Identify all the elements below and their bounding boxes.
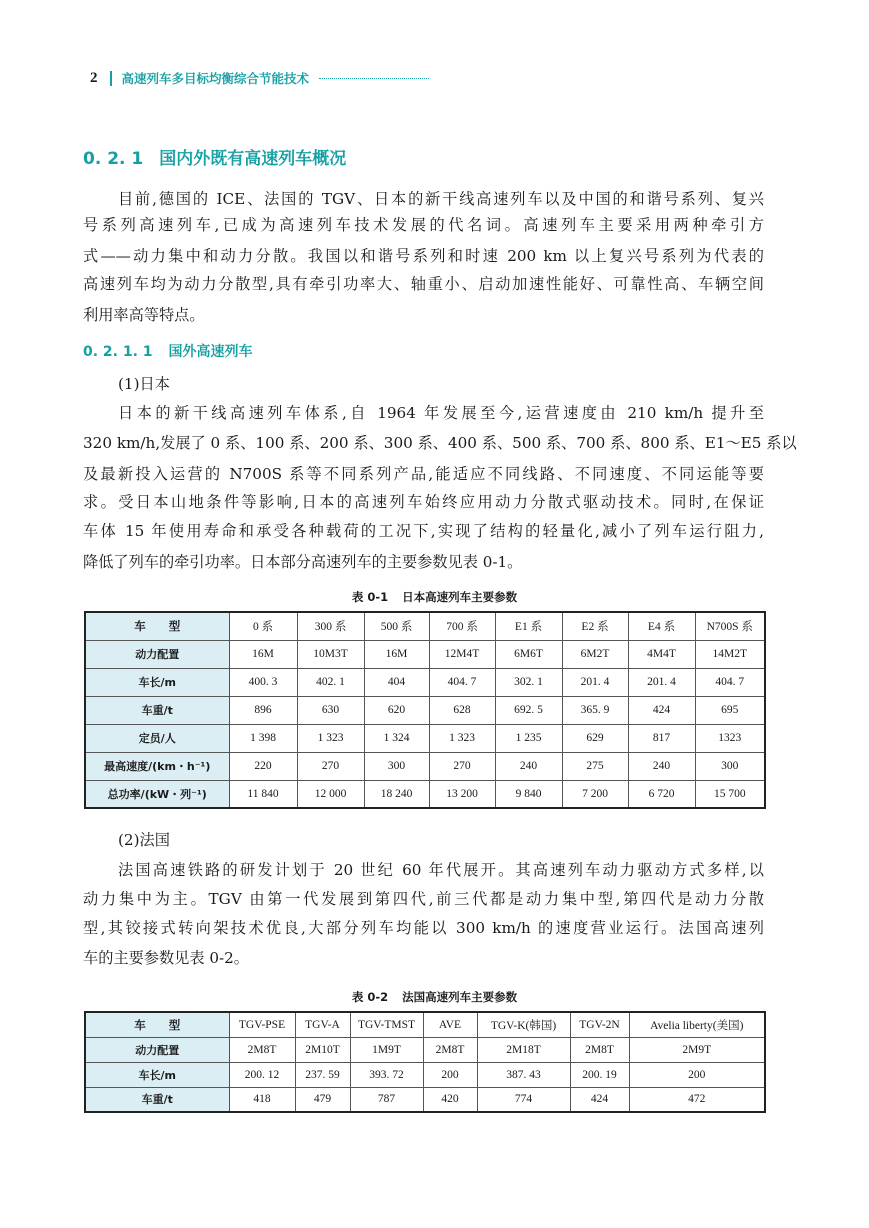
table-cell: 2M8T: [423, 1037, 477, 1062]
table-header-row: [85, 1012, 765, 1037]
table-cell: 1323: [695, 724, 765, 752]
table-cell: 10M3T: [297, 640, 364, 668]
table-cell: 418: [229, 1087, 295, 1112]
section-title: 国内外既有高速列车概况: [159, 149, 347, 169]
section-number: 0. 2. 1: [83, 149, 144, 169]
table-row: [85, 696, 765, 724]
table-cell: 302. 1: [495, 668, 562, 696]
table-cell: 365. 9: [562, 696, 628, 724]
france-line: 动力集中为主。TGV 由第一代发展到第四代,前三代都是动力集中型,第四代是动力分散: [83, 890, 764, 908]
table-cell: 400. 3: [229, 668, 297, 696]
table-cell: 1 323: [297, 724, 364, 752]
table-cell: 220: [229, 752, 297, 780]
table-cell: 18 240: [364, 780, 429, 808]
table-row-label: 车重/t: [85, 1087, 229, 1112]
table-cell: 9 840: [495, 780, 562, 808]
table-cell: 1 324: [364, 724, 429, 752]
table-cell: 404. 7: [695, 668, 765, 696]
table-row-label: 动力配置: [85, 640, 229, 668]
subsection-number: 0. 2. 1. 1: [83, 344, 153, 360]
table-cell: 628: [429, 696, 495, 724]
table-cell: 13 200: [429, 780, 495, 808]
table2-caption-number: 表 0-2: [351, 990, 389, 1004]
table-row-label: 车长/m: [85, 1062, 229, 1087]
table-cell: 2M8T: [229, 1037, 295, 1062]
table-row: [85, 1037, 765, 1062]
table-header-cell: 0 系: [229, 612, 297, 640]
japan-line: 320 km/h,发展了 0 系、100 系、200 系、300 系、400 系、500 系、700 系、800 系、E1～E5 系以: [83, 434, 797, 452]
table-cell: 240: [628, 752, 695, 780]
table-cell: 12 000: [297, 780, 364, 808]
table-cell: 6 720: [628, 780, 695, 808]
table-header-cell: TGV-A: [295, 1012, 350, 1037]
table-row: [85, 752, 765, 780]
table-cell: 7 200: [562, 780, 628, 808]
table-row: [85, 1062, 765, 1087]
table-cell: 16M: [229, 640, 297, 668]
table-cell: 387. 43: [477, 1062, 570, 1087]
france-train-table: [84, 1011, 766, 1113]
intro-line: 号系列高速列车,已成为高速列车技术发展的代名词。高速列车主要采用两种牵引方: [83, 216, 764, 234]
intro-line: 式——动力集中和动力分散。我国以和谐号系列和时速 200 km 以上复兴号系列为代表的: [83, 247, 764, 265]
table-cell: 2M8T: [570, 1037, 629, 1062]
france-line: 法国高速铁路的研发计划于 20 世纪 60 年代展开。其高速列车动力驱动方式多样,以: [118, 861, 764, 879]
table-cell: 201. 4: [628, 668, 695, 696]
japan-line: 求。受日本山地条件等影响,日本的高速列车始终应用动力分散式驱动技术。同时,在保证: [83, 493, 764, 511]
table-row: [85, 780, 765, 808]
intro-line: 目前,德国的 ICE、法国的 TGV、日本的新干线高速列车以及中国的和谐号系列、复兴: [118, 190, 764, 208]
table-cell: 2M9T: [629, 1037, 765, 1062]
table-header-cell: TGV-TMST: [350, 1012, 423, 1037]
table-cell: 6M2T: [562, 640, 628, 668]
table-row-label: 车重/t: [85, 696, 229, 724]
table-cell: 404. 7: [429, 668, 495, 696]
table-cell: 1M9T: [350, 1037, 423, 1062]
table-row: [85, 668, 765, 696]
table-cell: 404: [364, 668, 429, 696]
table-cell: 201. 4: [562, 668, 628, 696]
table-row-label: 最高速度/(km・h⁻¹): [85, 752, 229, 780]
table-cell: 424: [570, 1087, 629, 1112]
table-row: [85, 724, 765, 752]
table-header-cell: TGV-PSE: [229, 1012, 295, 1037]
table-header-cell: 车 型: [85, 612, 229, 640]
table-cell: 1 323: [429, 724, 495, 752]
table-cell: 692. 5: [495, 696, 562, 724]
france-line: 车的主要参数见表 0-2。: [83, 949, 249, 967]
table-cell: 695: [695, 696, 765, 724]
japan-train-table: [84, 611, 766, 809]
table-cell: 275: [562, 752, 628, 780]
table-cell: 629: [562, 724, 628, 752]
table-cell: 270: [297, 752, 364, 780]
table-cell: 200: [423, 1062, 477, 1087]
table-cell: 237. 59: [295, 1062, 350, 1087]
table-header-cell: 300 系: [297, 612, 364, 640]
table-cell: 393. 72: [350, 1062, 423, 1087]
table-cell: 420: [423, 1087, 477, 1112]
table-row-label: 定员/人: [85, 724, 229, 752]
table-cell: 479: [295, 1087, 350, 1112]
table-cell: 200. 19: [570, 1062, 629, 1087]
table-header-cell: TGV-K(韩国): [477, 1012, 570, 1037]
japan-heading: (1)日本: [118, 375, 170, 393]
table-cell: 16M: [364, 640, 429, 668]
table-cell: 817: [628, 724, 695, 752]
header-dotted-rule: [319, 78, 429, 79]
table1-caption-title: 日本高速列车主要参数: [402, 590, 518, 604]
table-cell: 630: [297, 696, 364, 724]
table-cell: 787: [350, 1087, 423, 1112]
table-header-cell: E1 系: [495, 612, 562, 640]
table-cell: 12M4T: [429, 640, 495, 668]
france-line: 型,其铰接式转向架技术优良,大部分列车均能以 300 km/h 的速度营业运行。法国高速列: [83, 919, 764, 937]
japan-line: 及最新投入运营的 N700S 系等不同系列产品,能适应不同线路、不同速度、不同运能等要: [83, 465, 764, 483]
table-header-cell: 车 型: [85, 1012, 229, 1037]
table1-caption: [0, 589, 869, 605]
table1-caption-number: 表 0-1: [351, 590, 389, 604]
table-cell: 300: [364, 752, 429, 780]
france-heading: (2)法国: [118, 831, 170, 849]
running-header: [90, 64, 429, 92]
table-row-label: 动力配置: [85, 1037, 229, 1062]
table-cell: 6M6T: [495, 640, 562, 668]
table-cell: 1 235: [495, 724, 562, 752]
table-cell: 200: [629, 1062, 765, 1087]
table-header-cell: Avelia liberty(美国): [629, 1012, 765, 1037]
table2-caption: [0, 989, 869, 1005]
table-header-cell: 500 系: [364, 612, 429, 640]
table-cell: 4M4T: [628, 640, 695, 668]
table-cell: 11 840: [229, 780, 297, 808]
table-header-cell: AVE: [423, 1012, 477, 1037]
table-cell: 1 398: [229, 724, 297, 752]
table-cell: 774: [477, 1087, 570, 1112]
table-header-row: [85, 612, 765, 640]
table-cell: 240: [495, 752, 562, 780]
table-header-cell: N700S 系: [695, 612, 765, 640]
table-cell: 2M10T: [295, 1037, 350, 1062]
table-cell: 15 700: [695, 780, 765, 808]
japan-line: 车体 15 年使用寿命和承受各种载荷的工况下,实现了结构的轻量化,减小了列车运行阻力,: [83, 522, 764, 540]
intro-line: 高速列车均为动力分散型,具有牵引功率大、轴重小、启动加速性能好、可靠性高、车辆空间: [83, 275, 764, 293]
japan-line: 降低了列车的牵引功率。日本部分高速列车的主要参数见表 0-1。: [83, 553, 523, 571]
table-row: [85, 1087, 765, 1112]
table-header-cell: E2 系: [562, 612, 628, 640]
table-row: [85, 640, 765, 668]
page-number: 2: [90, 69, 98, 86]
section-heading: [83, 144, 346, 169]
subsection-title: 国外高速列车: [168, 344, 253, 360]
table-header-cell: E4 系: [628, 612, 695, 640]
table-cell: 200. 12: [229, 1062, 295, 1087]
table-cell: 270: [429, 752, 495, 780]
table-cell: 472: [629, 1087, 765, 1112]
table-cell: 14M2T: [695, 640, 765, 668]
table-cell: 300: [695, 752, 765, 780]
table-cell: 402. 1: [297, 668, 364, 696]
table-header-cell: 700 系: [429, 612, 495, 640]
subsection-heading: [83, 341, 253, 361]
table-cell: 424: [628, 696, 695, 724]
table-cell: 2M18T: [477, 1037, 570, 1062]
table-row-label: 总功率/(kW・列⁻¹): [85, 780, 229, 808]
table-cell: 620: [364, 696, 429, 724]
table2-caption-title: 法国高速列车主要参数: [402, 990, 518, 1004]
header-divider: [110, 71, 112, 86]
intro-line: 利用率高等特点。: [83, 306, 205, 324]
japan-line: 日本的新干线高速列车体系,自 1964 年发展至今,运营速度由 210 km/h 提升至: [118, 404, 764, 422]
book-title: 高速列车多目标均衡综合节能技术: [121, 71, 310, 86]
table-header-cell: TGV-2N: [570, 1012, 629, 1037]
table-row-label: 车长/m: [85, 668, 229, 696]
table-cell: 896: [229, 696, 297, 724]
